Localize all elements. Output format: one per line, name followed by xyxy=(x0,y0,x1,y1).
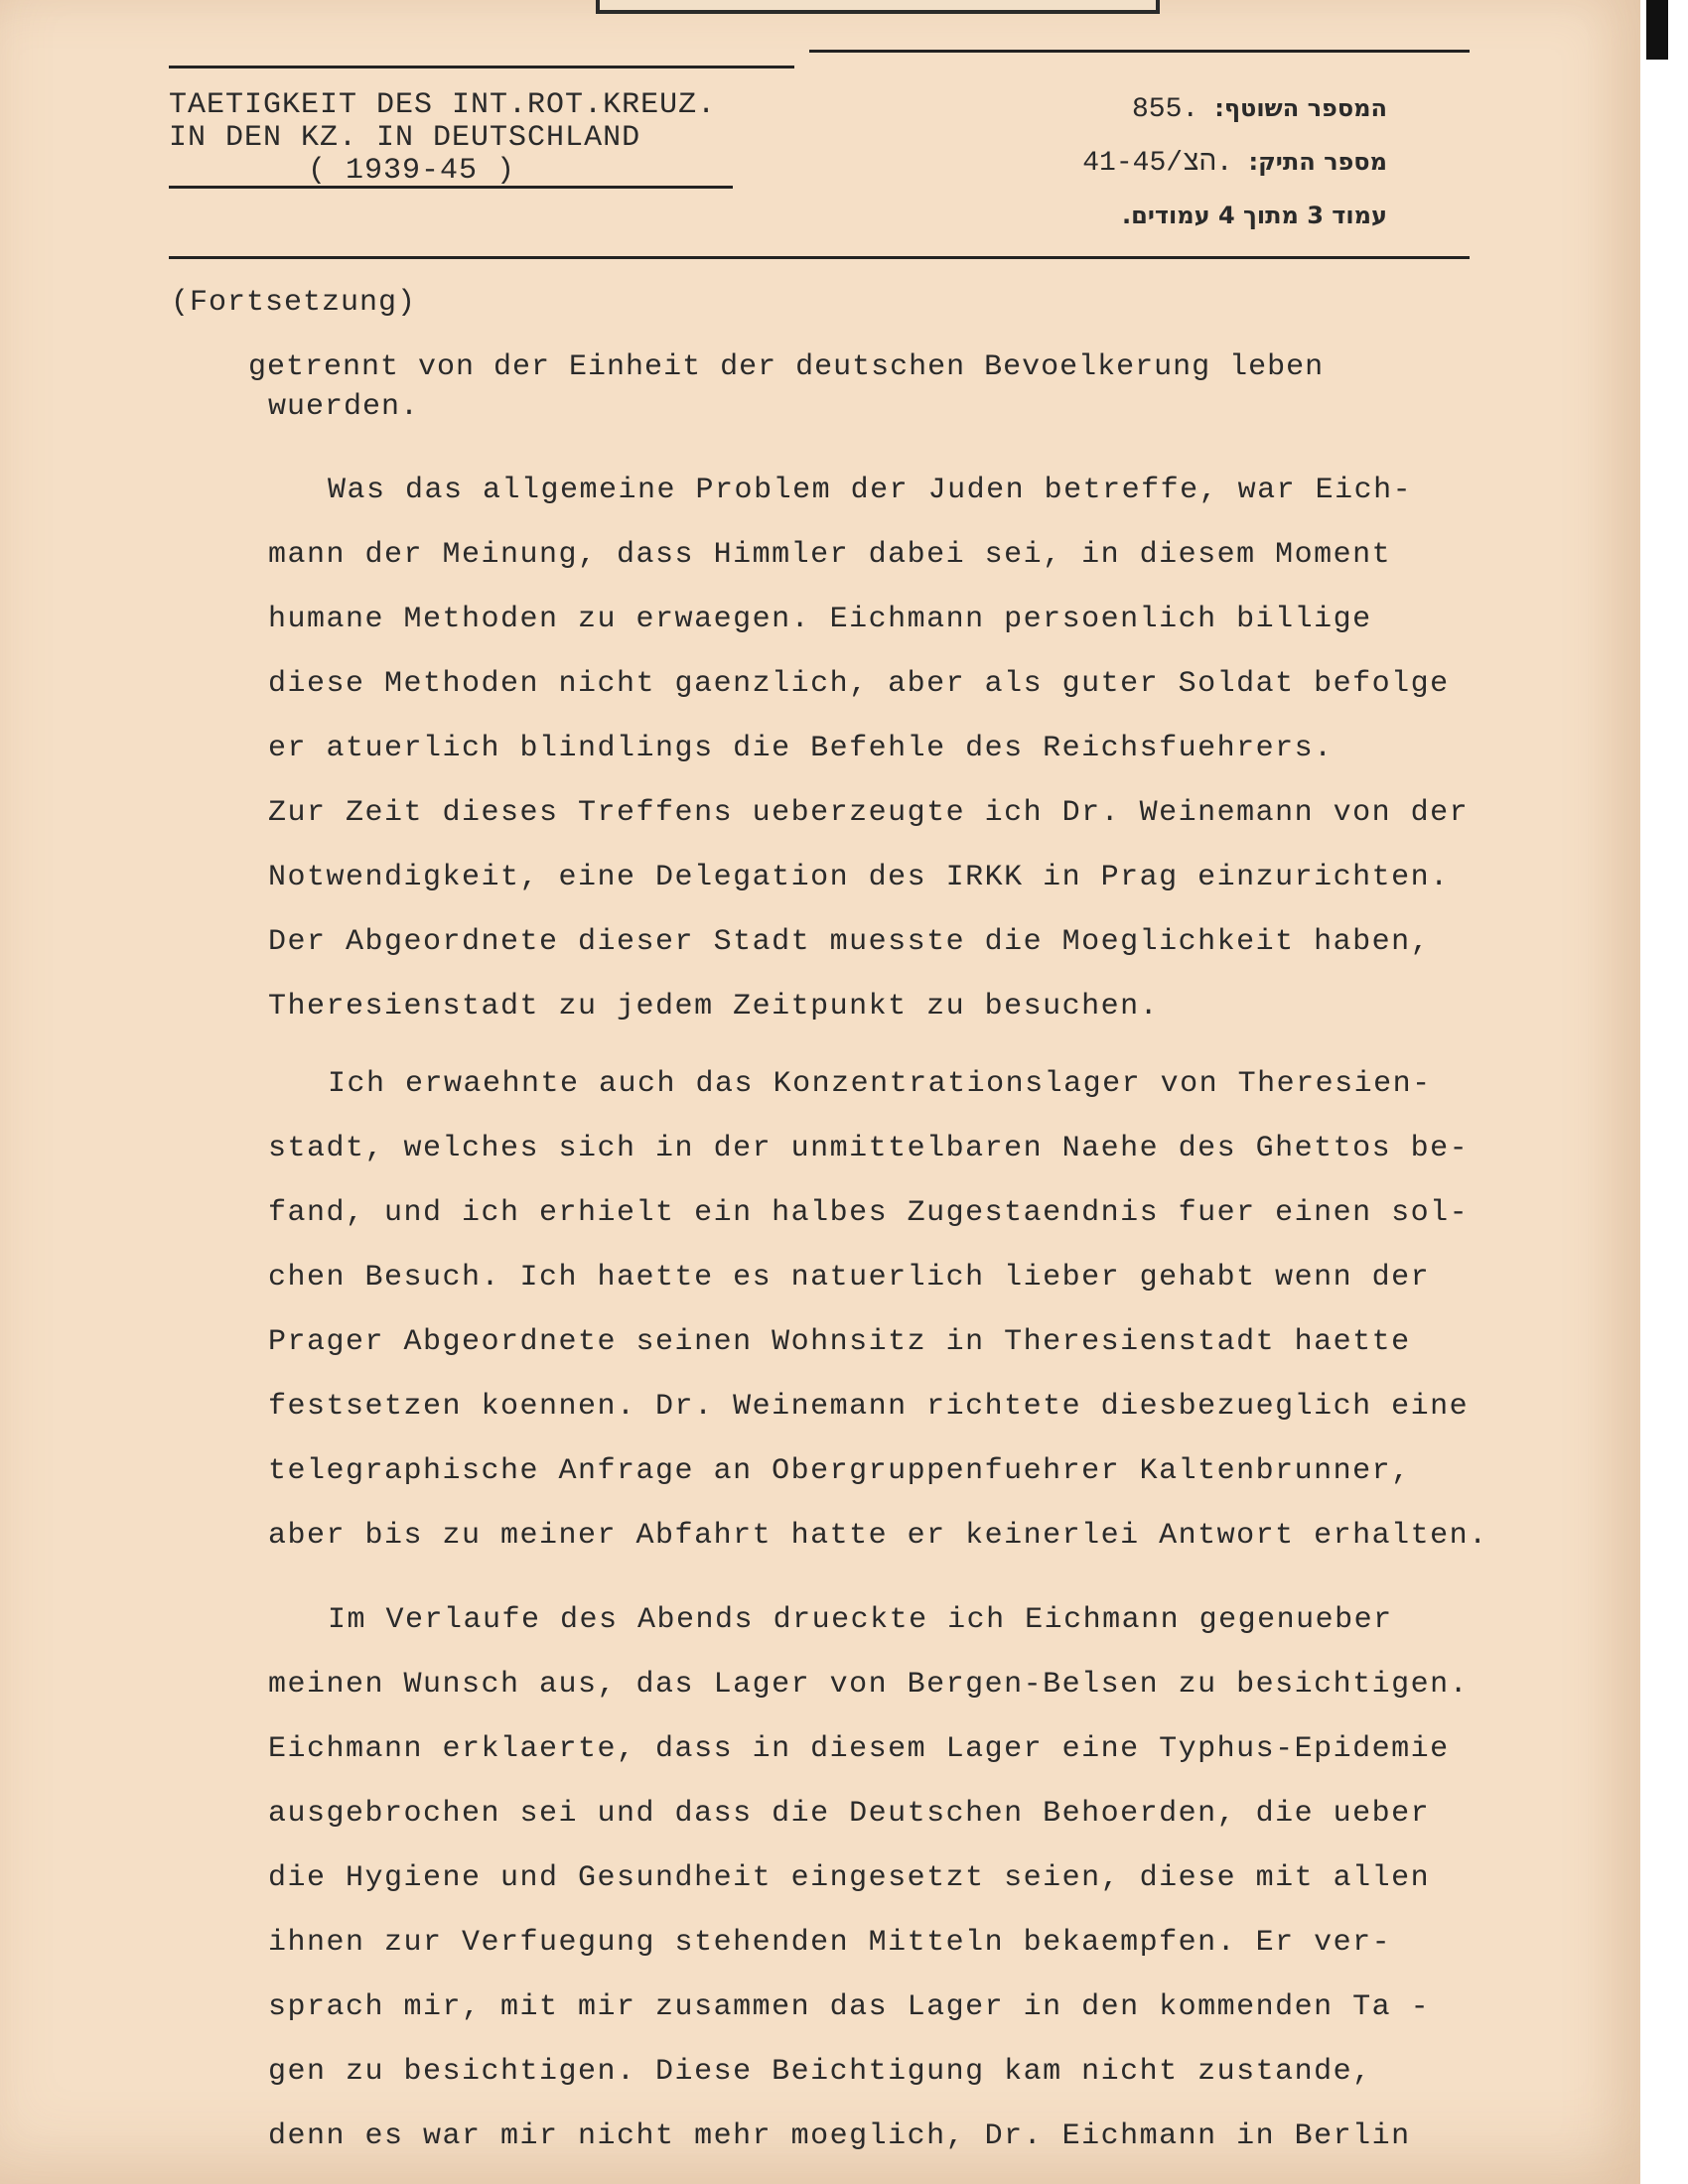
paragraph-line: Zur Zeit dieses Treffens ueberzeugte ich Dr. Weinemann von der xyxy=(268,796,1470,830)
paragraph-3 xyxy=(268,1588,1469,2169)
top-rule-right xyxy=(809,50,1470,53)
paragraph-1 xyxy=(268,459,1469,1039)
lead-text xyxy=(248,347,1324,427)
paragraph-line: gen zu besichtigen. Diese Beichtigung kam nicht zustande, xyxy=(268,2055,1372,2089)
page-count-row xyxy=(891,189,1387,242)
serial-number-value: 855. xyxy=(1132,94,1199,125)
paragraph-line: fand, und ich erhielt ein halbes Zugestaendnis fuer einen sol- xyxy=(268,1196,1470,1230)
paragraph-line: die Hygiene und Gesundheit eingesetzt seien, diese mit allen xyxy=(268,1861,1431,1895)
lead-line-1: getrennt von der Einheit der deutschen Bevoelkerung leben xyxy=(248,350,1325,384)
top-rule-left xyxy=(169,66,794,68)
paragraph-line: chen Besuch. Ich haette es natuerlich lieber gehabt wenn der xyxy=(268,1261,1431,1295)
scan-edge-mark xyxy=(1646,0,1668,60)
file-metadata xyxy=(891,81,1387,242)
title-line-2: IN DEN KZ. IN DEUTSCHLAND xyxy=(169,121,641,155)
paragraph-line: telegraphische Anfrage an Obergruppenfuehrer Kaltenbrunner, xyxy=(268,1454,1411,1488)
document-title xyxy=(169,89,716,188)
top-stamp-box xyxy=(596,0,1160,14)
page-count-label: עמוד 3 מתוך 4 עמודים. xyxy=(1122,202,1387,229)
file-number-label: מספר התיק: xyxy=(1248,148,1387,176)
paragraph-line: Eichmann erklaerte, dass in diesem Lager eine Typhus-Epidemie xyxy=(268,1732,1450,1766)
title-years: ( 1939-45 ) xyxy=(308,154,516,188)
paragraph-line: ihnen zur Verfuegung stehenden Mitteln bekaempfen. Er ver- xyxy=(268,1926,1392,1960)
paragraph-line: diese Methoden nicht gaenzlich, aber als guter Soldat befolge xyxy=(268,667,1450,701)
paragraph-line: mann der Meinung, dass Himmler dabei sei, in diesem Moment xyxy=(268,538,1392,572)
paragraph-line: ausgebrochen sei und dass die Deutschen Behoerden, die ueber xyxy=(268,1797,1431,1831)
lead-line-2: wuerden. xyxy=(268,390,420,424)
title-underline xyxy=(169,186,733,189)
paragraph-line: er atuerlich blindlings die Befehle des Reichsfuehrers. xyxy=(268,732,1334,765)
paragraph-line: denn es war mir nicht mehr moeglich, Dr. Eichmann in Berlin xyxy=(268,2119,1411,2153)
paragraph-line: aber bis zu meiner Abfahrt hatte er keinerlei Antwort erhalten. xyxy=(268,1519,1488,1553)
paragraph-2 xyxy=(268,1052,1488,1569)
header-bottom-rule xyxy=(169,256,1470,259)
paragraph-line: Was das allgemeine Problem der Juden betreffe, war Eich- xyxy=(328,474,1413,507)
paragraph-line: Prager Abgeordnete seinen Wohnsitz in Theresienstadt haette xyxy=(268,1325,1411,1359)
paragraph-line: meinen Wunsch aus, das Lager von Bergen-Belsen zu besichtigen. xyxy=(268,1668,1470,1702)
paragraph-line: festsetzen koennen. Dr. Weinemann richtete diesbezueglich eine xyxy=(268,1390,1470,1424)
paragraph-line: stadt, welches sich in der unmittelbaren Naehe des Ghettos be- xyxy=(268,1132,1470,1165)
paragraph-line: humane Methoden zu erwaegen. Eichmann persoenlich billige xyxy=(268,603,1372,636)
scan-edge xyxy=(1640,0,1688,2184)
continuation-label: (Fortsetzung) xyxy=(171,286,417,320)
file-number-value: 4הצ/1-45. xyxy=(1082,148,1233,179)
paragraph-line: sprach mir, mit mir zusammen das Lager in den kommenden Ta - xyxy=(268,1990,1431,2024)
paragraph-line: Ich erwaehnte auch das Konzentrationslager von Theresien- xyxy=(328,1067,1432,1101)
paragraph-line: Der Abgeordnete dieser Stadt muesste die Moeglichkeit haben, xyxy=(268,925,1431,959)
file-number-row xyxy=(891,135,1387,189)
paragraph-line: Notwendigkeit, eine Delegation des IRKK in Prag einzurichten. xyxy=(268,861,1450,894)
serial-number-label: המספר השוטף: xyxy=(1214,94,1387,122)
paragraph-line: Theresienstadt zu jedem Zeitpunkt zu besuchen. xyxy=(268,990,1160,1024)
serial-number-row xyxy=(891,81,1387,135)
paragraph-line: Im Verlaufe des Abends drueckte ich Eichmann gegenueber xyxy=(328,1603,1393,1637)
title-line-1: TAETIGKEIT DES INT.ROT.KREUZ. xyxy=(169,88,717,122)
